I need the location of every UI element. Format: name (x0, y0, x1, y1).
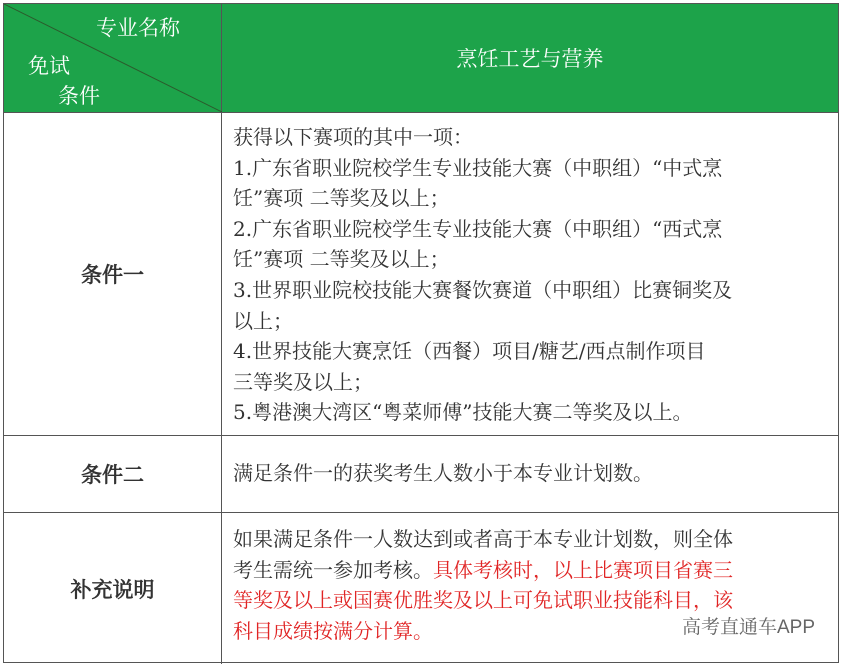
exemption-conditions-table (3, 3, 839, 663)
supplementary-note-label: 补充说明 (70, 576, 155, 602)
text-line: 5.粤港澳大湾区“粤菜师傅”技能大赛二等奖及以上。 (233, 400, 693, 425)
row-label-cell (4, 436, 222, 512)
major-title-cell (222, 4, 838, 112)
highlighted-text: 科目成绩按满分计算。 (233, 618, 433, 643)
text-line: 三等奖及以上； (233, 369, 373, 394)
text-line: 饪”赛项 二等奖及以上； (233, 247, 450, 272)
text-line: 以上； (233, 308, 293, 333)
exempt-label: 免试 (28, 54, 70, 78)
row-label-cell (4, 513, 222, 664)
text-line: 饪”赛项 二等奖及以上； (233, 186, 450, 211)
condition-two-text (222, 436, 838, 489)
condition-two-label: 条件二 (81, 462, 144, 487)
table-row (4, 512, 838, 664)
highlighted-text: 等奖及以上或国赛优胜奖及以上可免试职业技能科目，该 (233, 588, 733, 613)
row-content-cell (222, 113, 838, 435)
table-header-row (4, 4, 838, 112)
row-content-cell (222, 436, 838, 512)
text-line: 1.广东省职业院校学生专业技能大赛（中职组）“中式烹 (233, 155, 723, 180)
condition-label: 条件 (58, 84, 100, 108)
major-name-label: 专业名称 (96, 16, 180, 40)
text-line: 3.世界职业院校技能大赛餐饮赛道（中职组）比赛铜奖及 (233, 277, 733, 302)
text-line: 满足条件一的获奖考生人数小于本专业计划数。 (233, 461, 653, 485)
watermark-text: 高考直通车APP (681, 617, 815, 638)
table-row (4, 435, 838, 512)
text-segment: 考生需统一参加考核。 (233, 557, 433, 582)
text-line (233, 555, 828, 586)
highlighted-text: 具体考核时，以上比赛项目省赛三 (433, 557, 733, 582)
major-title: 烹饪工艺与营养 (456, 47, 604, 71)
row-label-cell (4, 113, 222, 435)
condition-one-text (222, 113, 838, 428)
table-row (4, 112, 838, 435)
header-diagonal-cell (4, 4, 222, 112)
text-line: 4.世界技能大赛烹饪（西餐）项目/糖艺/西点制作项目 (233, 339, 706, 364)
row-content-cell (222, 513, 838, 664)
text-line: 2.广东省职业院校学生专业技能大赛（中职组）“西式烹 (233, 216, 723, 241)
text-line: 如果满足条件一人数达到或者高于本专业计划数，则全体 (233, 527, 733, 551)
condition-one-label: 条件一 (81, 262, 144, 287)
text-line: 获得以下赛项的其中一项： (233, 125, 473, 149)
